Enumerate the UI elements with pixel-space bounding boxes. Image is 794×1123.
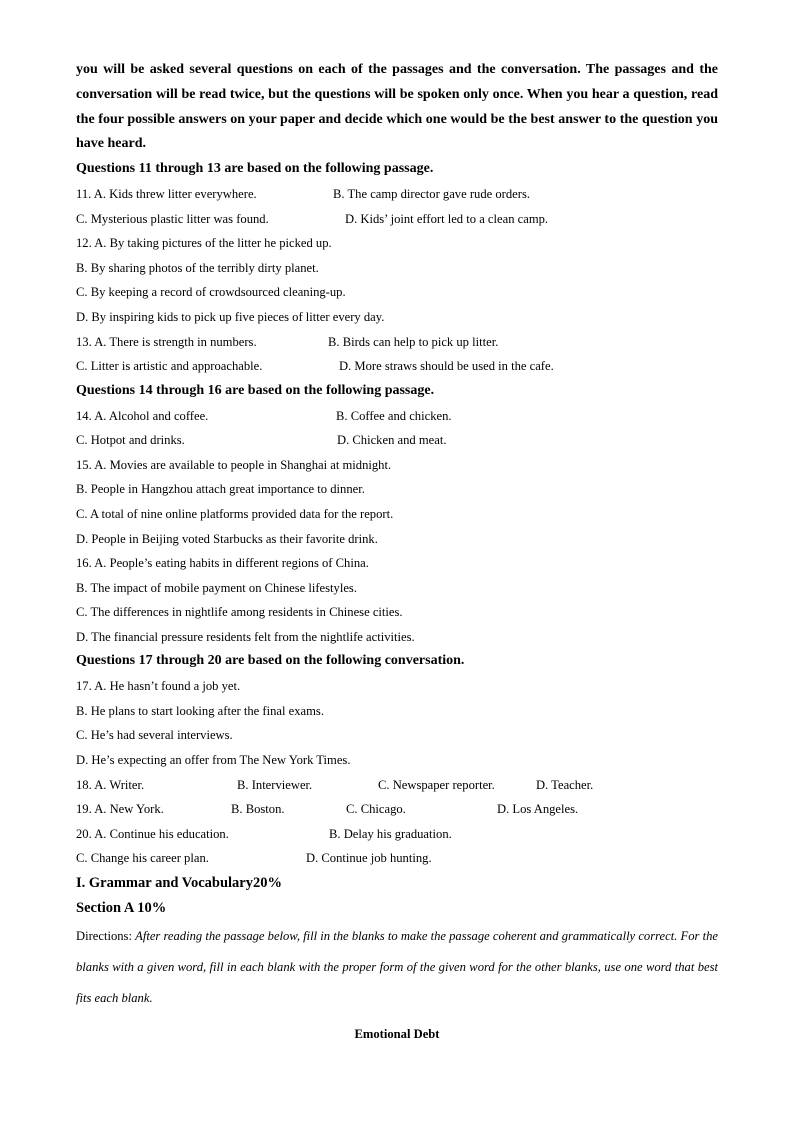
q19-option-a: 19. A. New York. [76,802,164,817]
q19-option-d: D. Los Angeles. [497,802,579,817]
section-heading: Section A 10% [76,899,167,916]
q16-option-c: C. The differences in nightlife among residents in Chinese cities. [76,605,403,620]
question-13-row-1 [76,330,718,355]
q19-option-c: C. Chicago. [346,802,406,817]
q11-option-c: C. Mysterious plastic litter was found. [76,211,269,226]
q17-option-a: 17. A. He hasn’t found a job yet. [76,679,241,694]
question-group-heading-11-13: Questions 11 through 13 are based on the following passage. [76,161,434,177]
question-group-heading-14-16: Questions 14 through 16 are based on the following passage. [76,382,435,398]
q20-option-c: C. Change his career plan. [76,851,209,866]
directions-text: After reading the passage below, fill in the blanks to make the passage coherent and grammatically correct. For the blanks with a given word, fill in each blank with the proper form of the given word for the other blanks, use one word that best fits each blank. [76,928,718,1005]
q15-option-a: 15. A. Movies are available to people in Shanghai at midnight. [76,457,392,472]
q14-option-c: C. Hotpot and drinks. [76,433,185,448]
q16-option-a: 16. A. People’s eating habits in different regions of China. [76,556,369,571]
q13-option-a: 13. A. There is strength in numbers. [76,334,257,349]
q14-option-a: 14. A. Alcohol and coffee. [76,408,209,423]
q20-option-d: D. Continue job hunting. [306,851,432,866]
q12-option-a: 12. A. By taking pictures of the litter he picked up. [76,236,332,251]
q14-option-b: B. Coffee and chicken. [336,408,452,423]
question-group-heading-17-20: Questions 17 through 20 are based on the following conversation. [76,653,465,669]
q18-option-b: B. Interviewer. [237,777,313,792]
exam-page [76,58,718,1046]
q20-option-a: 20. A. Continue his education. [76,826,229,841]
q13-option-d: D. More straws should be used in the cafe. [339,359,554,374]
q17-option-b: B. He plans to start looking after the final exams. [76,703,324,718]
q16-option-b: B. The impact of mobile payment on Chinese lifestyles. [76,580,357,595]
question-14-row-1 [76,404,718,429]
q17-option-d: D. He’s expecting an offer from The New York Times. [76,753,351,768]
q18-option-d: D. Teacher. [536,777,594,792]
q14-option-d: D. Chicken and meat. [337,433,447,448]
question-18-row [76,773,718,798]
q11-option-d: D. Kids’ joint effort led to a clean camp. [345,211,549,226]
question-20-row-2 [76,846,718,871]
q16-option-d: D. The financial pressure residents felt from the nightlife activities. [76,629,415,644]
directions-label: Directions: [76,928,132,943]
directions-paragraph [76,921,718,1014]
question-20-row-1 [76,822,718,847]
q17-option-c: C. He’s had several interviews. [76,728,233,743]
q15-option-c: C. A total of nine online platforms provided data for the report. [76,506,394,521]
q11-option-a: 11. A. Kids threw litter everywhere. [76,186,257,201]
passage-title: Emotional Debt [354,1026,440,1041]
q11-option-b: B. The camp director gave rude orders. [333,186,530,201]
q13-option-b: B. Birds can help to pick up litter. [328,334,499,349]
q18-option-a: 18. A. Writer. [76,777,145,792]
q13-option-c: C. Litter is artistic and approachable. [76,359,263,374]
q15-option-d: D. People in Beijing voted Starbucks as their favorite drink. [76,531,378,546]
question-14-row-2 [76,428,718,453]
q12-option-b: B. By sharing photos of the terribly dirty planet. [76,260,319,275]
q20-option-b: B. Delay his graduation. [329,826,452,841]
q15-option-b: B. People in Hangzhou attach great importance to dinner. [76,482,365,497]
part-heading: I. Grammar and Vocabulary20% [76,875,282,892]
question-11-row-2 [76,207,718,232]
q18-option-c: C. Newspaper reporter. [378,777,495,792]
q12-option-c: C. By keeping a record of crowdsourced cleaning-up. [76,285,346,300]
question-13-row-2 [76,354,718,379]
q12-option-d: D. By inspiring kids to pick up five pieces of litter every day. [76,309,385,324]
question-19-row [76,797,718,822]
question-11-row-1 [76,182,718,207]
q19-option-b: B. Boston. [231,802,285,817]
listening-instructions: you will be asked several questions on each of the passages and the conversation. The passages and the conversation will be read twice, but the questions will be spoken only once. When you hear a question, read the four possible answers on your paper and decide which one would be the best answer to the question you have heard. [76,62,718,152]
